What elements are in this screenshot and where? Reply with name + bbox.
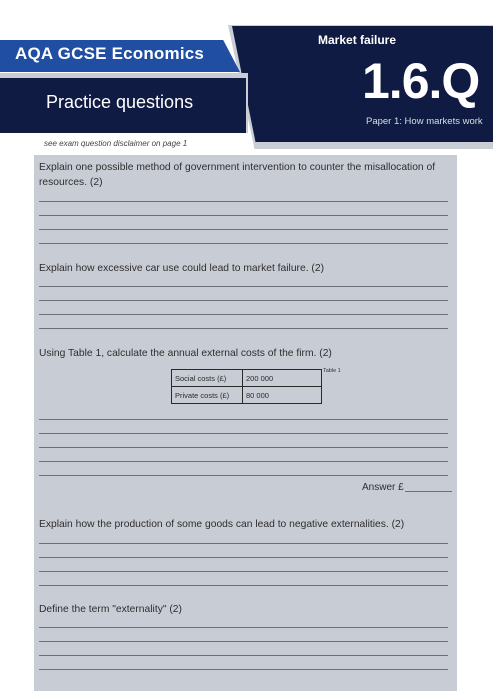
table-cell-label: Social costs (£) [172,370,243,387]
answer-line[interactable] [39,585,448,586]
table-cell-label: Private costs (£) [172,387,243,404]
answer-line[interactable] [39,300,448,301]
table-row [172,387,322,404]
answer-line[interactable] [39,243,448,244]
answer-line[interactable] [39,328,448,329]
section-code: 1.6.Q [362,53,480,109]
costs-table [171,369,322,404]
table-row [172,370,322,387]
question-4: Explain how the production of some goods can lead to negative externalities. (2) [39,519,405,530]
answer-line[interactable] [39,419,448,420]
answer-line[interactable] [39,475,448,476]
answer-line[interactable] [39,447,448,448]
answer-line[interactable] [39,543,448,544]
answer-line[interactable] [39,641,448,642]
answer-line[interactable] [39,461,448,462]
paper-label: Paper 1: How markets work [366,116,483,127]
disclaimer-note: see exam question disclaimer on page 1 [44,139,188,148]
answer-line[interactable] [39,557,448,558]
answer-line[interactable] [39,571,448,572]
table-cell-value: 80 000 [243,387,322,404]
answer-line[interactable] [39,229,448,230]
question-3: Using Table 1, calculate the annual external costs of the firm. (2) [39,348,332,359]
answer-line[interactable] [39,215,448,216]
brand-title: AQA GCSE Economics [15,44,205,63]
answer-line[interactable] [39,655,448,656]
page-subtitle: Practice questions [46,92,194,112]
answer-line[interactable] [39,627,448,628]
question-5: Define the term "externality" (2) [39,604,182,615]
answer-line[interactable] [39,201,448,202]
question-2: Explain how excessive car use could lead to market failure. (2) [39,263,325,274]
table-caption: Table 1 [323,368,341,374]
table-cell-value: 200 000 [243,370,322,387]
answer-line[interactable] [39,314,448,315]
answer-line[interactable] [39,286,448,287]
answer-blank[interactable] [405,491,452,492]
answer-line[interactable] [39,669,448,670]
answer-line[interactable] [39,433,448,434]
question-1: Explain one possible method of government intervention to counter the misallocation of resources. (2) [39,162,436,188]
topic-title: Market failure [318,33,397,47]
answer-label: Answer £ [362,482,404,493]
